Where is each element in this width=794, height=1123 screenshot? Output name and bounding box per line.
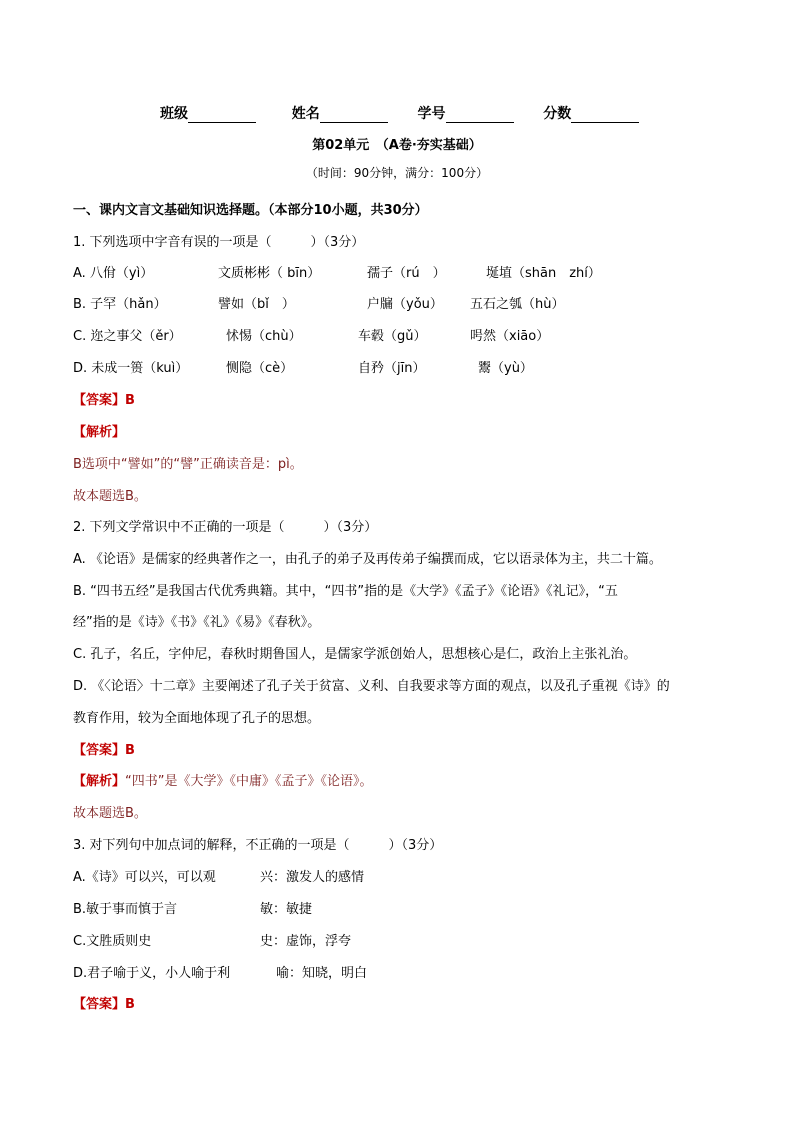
q1-a3: 孺子（rú ）: [367, 266, 446, 281]
q2-option-b-cont: 经”指的是《诗》《书》《礼》《易》《春秋》。: [73, 615, 321, 630]
q1-c4: 呺然（xiāo）: [470, 329, 550, 344]
q1-d1: D. 未成一篑（kuì）: [73, 361, 189, 376]
q3-b-meaning: 敏：敏捷: [260, 902, 313, 917]
q1-analysis-tag: 【解析】: [73, 425, 126, 440]
id-blank: [446, 108, 514, 123]
answer-tag: 【答案】: [73, 393, 126, 408]
page-title: 第02单元 （A卷·夯实基础）: [312, 138, 482, 153]
q2-analysis-line: [73, 770, 373, 789]
q3-option-row: [0, 866, 794, 886]
score-label: 分数: [543, 106, 572, 122]
q1-option-row: [0, 293, 794, 313]
q3-d-sentence: D.君子喻于义，小人喻于利: [73, 966, 231, 981]
q2-analysis: “四书”是《大学》《中庸》《孟子》《论语》。: [125, 774, 373, 789]
q2-option-d: D. 《〈论语〉十二章》主要阐述了孔子关于贫富、义利、自我要求等方面的观点，以及孔子重视《诗》的: [73, 679, 670, 694]
answer-tag: 【答案】: [73, 997, 126, 1012]
q1-option-row: [0, 262, 794, 282]
q1-d3: 自矜（jīn）: [358, 361, 426, 376]
analysis-tag: 【解析】: [73, 774, 126, 789]
answer-value: B: [125, 393, 135, 408]
q1-b4: 五石之瓠（hù）: [470, 297, 565, 312]
q2-conclusion: 故本题选B。: [73, 806, 147, 821]
q1-a2: 文质彬彬（ bīn）: [218, 266, 321, 281]
q1-d2: 恻隐（cè）: [226, 361, 294, 376]
class-label: 班级: [160, 106, 188, 122]
q1-d4: 鬻（yù）: [478, 361, 533, 376]
q1-a4: 埏埴（shān zhí）: [486, 266, 601, 281]
q1-answer: [73, 389, 135, 408]
q3-d-meaning: 喻：知晓，明白: [276, 966, 368, 981]
q1-analysis: B选项中“譬如”的“譬”正确读音是：pì。: [73, 457, 303, 472]
q3-a-sentence: A.《诗》可以兴，可以观: [73, 870, 216, 885]
q1-conclusion: 故本题选B。: [73, 489, 147, 504]
q1-b1: B. 子罕（hǎn）: [73, 297, 167, 312]
q2-option-a: A. 《论语》是儒家的经典著作之一，由孔子的弟子及再传弟子编撰而成，它以语录体为主，共二十篇。: [73, 552, 662, 567]
q3-b-sentence: B.敏于事而慎于言: [73, 902, 178, 917]
id-label: 学号: [417, 106, 446, 122]
q3-stem: 3. 对下列句中加点词的解释，不正确的一项是（ ）（3分）: [73, 838, 443, 853]
q1-b3: 户牖（yǒu）: [367, 297, 443, 312]
q1-option-row: [0, 357, 794, 377]
q3-option-row: [0, 898, 794, 918]
q3-c-sentence: C.文胜质则史: [73, 934, 152, 949]
name-label: 姓名: [291, 106, 320, 122]
q1-c1: C. 迩之事父（ěr）: [73, 329, 182, 344]
q3-option-row: [0, 930, 794, 950]
student-info-header: [160, 103, 640, 123]
q1-c2: 怵惕（chù）: [226, 329, 302, 344]
q3-option-row: [0, 962, 794, 982]
q2-option-d-cont: 教育作用，较为全面地体现了孔子的思想。: [73, 711, 321, 726]
answer-value: B: [125, 997, 135, 1012]
q2-stem: 2. 下列文学常识中不正确的一项是（ ）（3分）: [73, 520, 378, 535]
q3-a-meaning: 兴：激发人的感情: [260, 870, 365, 885]
q1-a1: A. 八佾（yì）: [73, 266, 154, 281]
q1-b2: 譬如（bǐ ）: [218, 297, 295, 312]
name-blank: [320, 108, 388, 123]
q2-option-b: B. “四书五经”是我国古代优秀典籍。其中，“四书”指的是《大学》《孟子》《论语》《礼记》，“五: [73, 584, 618, 599]
q1-option-row: [0, 325, 794, 345]
page-subtitle: （时间：90分钟，满分：100分）: [305, 166, 489, 180]
answer-value: B: [125, 743, 135, 758]
q1-stem: 1. 下列选项中字音有误的一项是（ ）（3分）: [73, 235, 365, 250]
q3-answer: [73, 993, 135, 1012]
class-blank: [188, 108, 256, 123]
q2-answer: [73, 739, 135, 758]
answer-tag: 【答案】: [73, 743, 126, 758]
q3-c-meaning: 史：虚饰，浮夸: [260, 934, 352, 949]
section-heading: 一、课内文言文基础知识选择题。（本部分10小题，共30分）: [73, 203, 428, 218]
q1-c3: 车毂（gǔ）: [358, 329, 427, 344]
q2-option-c: C. 孔子，名丘，字仲尼，春秋时期鲁国人，是儒家学派创始人，思想核心是仁，政治上主张礼治。: [73, 647, 637, 662]
score-blank: [571, 108, 639, 123]
